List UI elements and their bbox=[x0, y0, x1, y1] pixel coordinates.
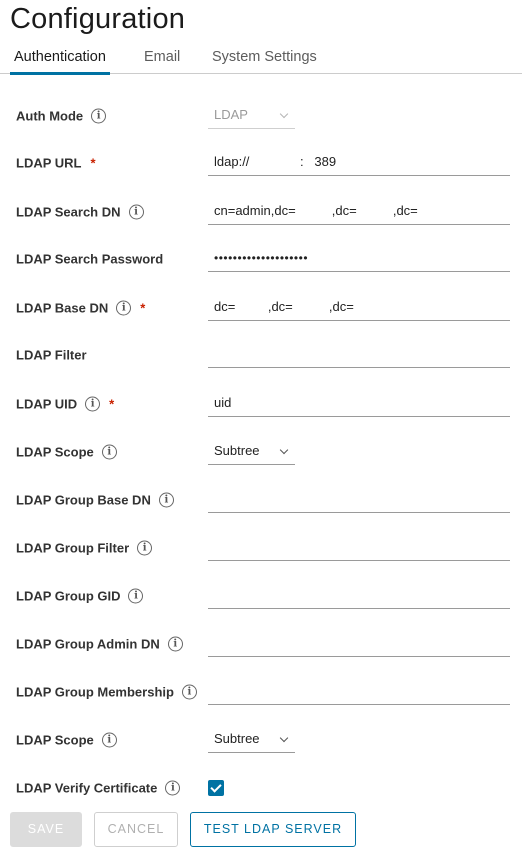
info-icon[interactable]: i bbox=[102, 733, 117, 748]
ldap-group-scope-row bbox=[0, 725, 522, 755]
auth-mode-label-text: Auth Mode bbox=[16, 108, 84, 124]
ldap-scope-label bbox=[16, 445, 117, 460]
ldap-filter-input[interactable] bbox=[208, 342, 510, 368]
ldap-scope-select[interactable] bbox=[208, 439, 295, 465]
ldap-group-membership-row bbox=[0, 677, 522, 707]
page-title: Configuration bbox=[10, 3, 186, 35]
ldap-group-scope-value: Subtree bbox=[214, 731, 260, 746]
ldap-group-admin-dn-label-text: LDAP Group Admin DN bbox=[16, 636, 160, 652]
ldap-group-base-dn-input[interactable] bbox=[208, 487, 510, 513]
info-icon[interactable]: i bbox=[129, 205, 144, 220]
required-marker: * bbox=[90, 155, 96, 171]
chevron-down-icon bbox=[280, 734, 288, 742]
ldap-group-gid-row bbox=[0, 581, 522, 611]
info-icon[interactable]: i bbox=[165, 781, 180, 796]
ldap-search-password-input[interactable]: •••••••••••••••••••• bbox=[208, 246, 510, 272]
ldap-group-gid-label-text: LDAP Group GID bbox=[16, 588, 121, 604]
ldap-group-base-dn-row bbox=[0, 485, 522, 515]
save-button[interactable]: SAVE bbox=[10, 812, 82, 847]
ldap-uid-row bbox=[0, 389, 522, 419]
ldap-base-dn-label bbox=[16, 301, 145, 316]
info-icon[interactable]: i bbox=[116, 301, 131, 316]
ldap-url-label-text: LDAP URL bbox=[16, 155, 82, 171]
ldap-url-label bbox=[16, 156, 96, 171]
ldap-search-dn-label-text: LDAP Search DN bbox=[16, 204, 121, 220]
ldap-scope-row bbox=[0, 437, 522, 467]
info-icon[interactable]: i bbox=[137, 541, 152, 556]
ldap-uid-input[interactable]: uid bbox=[208, 391, 510, 417]
ldap-group-membership-input[interactable] bbox=[208, 679, 510, 705]
ldap-filter-row bbox=[0, 340, 522, 370]
tab-email[interactable]: Email bbox=[144, 49, 181, 65]
ldap-group-admin-dn-label bbox=[16, 637, 183, 652]
tab-bar bbox=[0, 46, 522, 74]
ldap-uid-label-text: LDAP UID bbox=[16, 396, 78, 412]
ldap-url-input[interactable]: ldap:// : 389 bbox=[208, 150, 510, 176]
ldap-group-scope-label-text: LDAP Scope bbox=[16, 732, 94, 748]
cancel-button[interactable]: CANCEL bbox=[94, 812, 178, 847]
info-icon[interactable]: i bbox=[159, 493, 174, 508]
ldap-search-dn-label bbox=[16, 205, 144, 220]
ldap-group-scope-label bbox=[16, 733, 117, 748]
ldap-group-gid-label bbox=[16, 589, 143, 604]
ldap-scope-label-text: LDAP Scope bbox=[16, 444, 94, 460]
auth-mode-value: LDAP bbox=[214, 107, 248, 122]
auth-mode-select bbox=[208, 103, 295, 129]
ldap-filter-label-text: LDAP Filter bbox=[16, 347, 87, 363]
info-icon[interactable]: i bbox=[168, 637, 183, 652]
tab-authentication[interactable]: Authentication bbox=[14, 49, 106, 73]
info-icon[interactable]: i bbox=[85, 397, 100, 412]
info-icon[interactable]: i bbox=[102, 445, 117, 460]
test-ldap-server-button[interactable]: TEST LDAP SERVER bbox=[190, 812, 356, 847]
chevron-down-icon bbox=[280, 446, 288, 454]
ldap-search-password-label-text: LDAP Search Password bbox=[16, 251, 164, 267]
ldap-group-membership-label-text: LDAP Group Membership bbox=[16, 684, 174, 700]
ldap-group-admin-dn-input[interactable] bbox=[208, 631, 510, 657]
ldap-url-row bbox=[0, 148, 522, 178]
required-marker: * bbox=[140, 300, 146, 316]
ldap-group-gid-input[interactable] bbox=[208, 583, 510, 609]
ldap-base-dn-row bbox=[0, 293, 522, 323]
ldap-group-filter-label-text: LDAP Group Filter bbox=[16, 540, 130, 556]
info-icon[interactable]: i bbox=[182, 685, 197, 700]
ldap-base-dn-input[interactable]: dc= ,dc= ,dc= bbox=[208, 295, 510, 321]
ldap-filter-label bbox=[16, 348, 87, 363]
ldap-uid-label bbox=[16, 397, 114, 412]
info-icon[interactable]: i bbox=[128, 589, 143, 604]
tab-system-settings[interactable]: System Settings bbox=[212, 49, 317, 65]
ldap-verify-certificate-checkbox[interactable] bbox=[208, 780, 224, 796]
ldap-group-filter-label bbox=[16, 541, 152, 556]
auth-mode-label bbox=[16, 109, 106, 124]
ldap-group-filter-input[interactable] bbox=[208, 535, 510, 561]
chevron-down-icon bbox=[280, 110, 288, 118]
ldap-verify-certificate-label-text: LDAP Verify Certificate bbox=[16, 780, 158, 796]
required-marker: * bbox=[109, 396, 115, 412]
ldap-group-admin-dn-row bbox=[0, 629, 522, 659]
ldap-verify-certificate-row bbox=[0, 773, 522, 803]
ldap-search-dn-row bbox=[0, 197, 522, 227]
ldap-group-membership-label bbox=[16, 685, 197, 700]
auth-mode-row bbox=[0, 101, 522, 131]
ldap-group-base-dn-label-text: LDAP Group Base DN bbox=[16, 492, 151, 508]
ldap-search-dn-input[interactable]: cn=admin,dc= ,dc= ,dc= bbox=[208, 199, 510, 225]
ldap-search-password-label bbox=[16, 252, 163, 267]
ldap-verify-certificate-label bbox=[16, 781, 180, 796]
ldap-group-filter-row bbox=[0, 533, 522, 563]
ldap-group-scope-select[interactable] bbox=[208, 727, 295, 753]
ldap-group-base-dn-label bbox=[16, 493, 174, 508]
info-icon[interactable]: i bbox=[91, 109, 106, 124]
ldap-scope-value: Subtree bbox=[214, 443, 260, 458]
ldap-base-dn-label-text: LDAP Base DN bbox=[16, 300, 109, 316]
ldap-search-password-row bbox=[0, 244, 522, 274]
